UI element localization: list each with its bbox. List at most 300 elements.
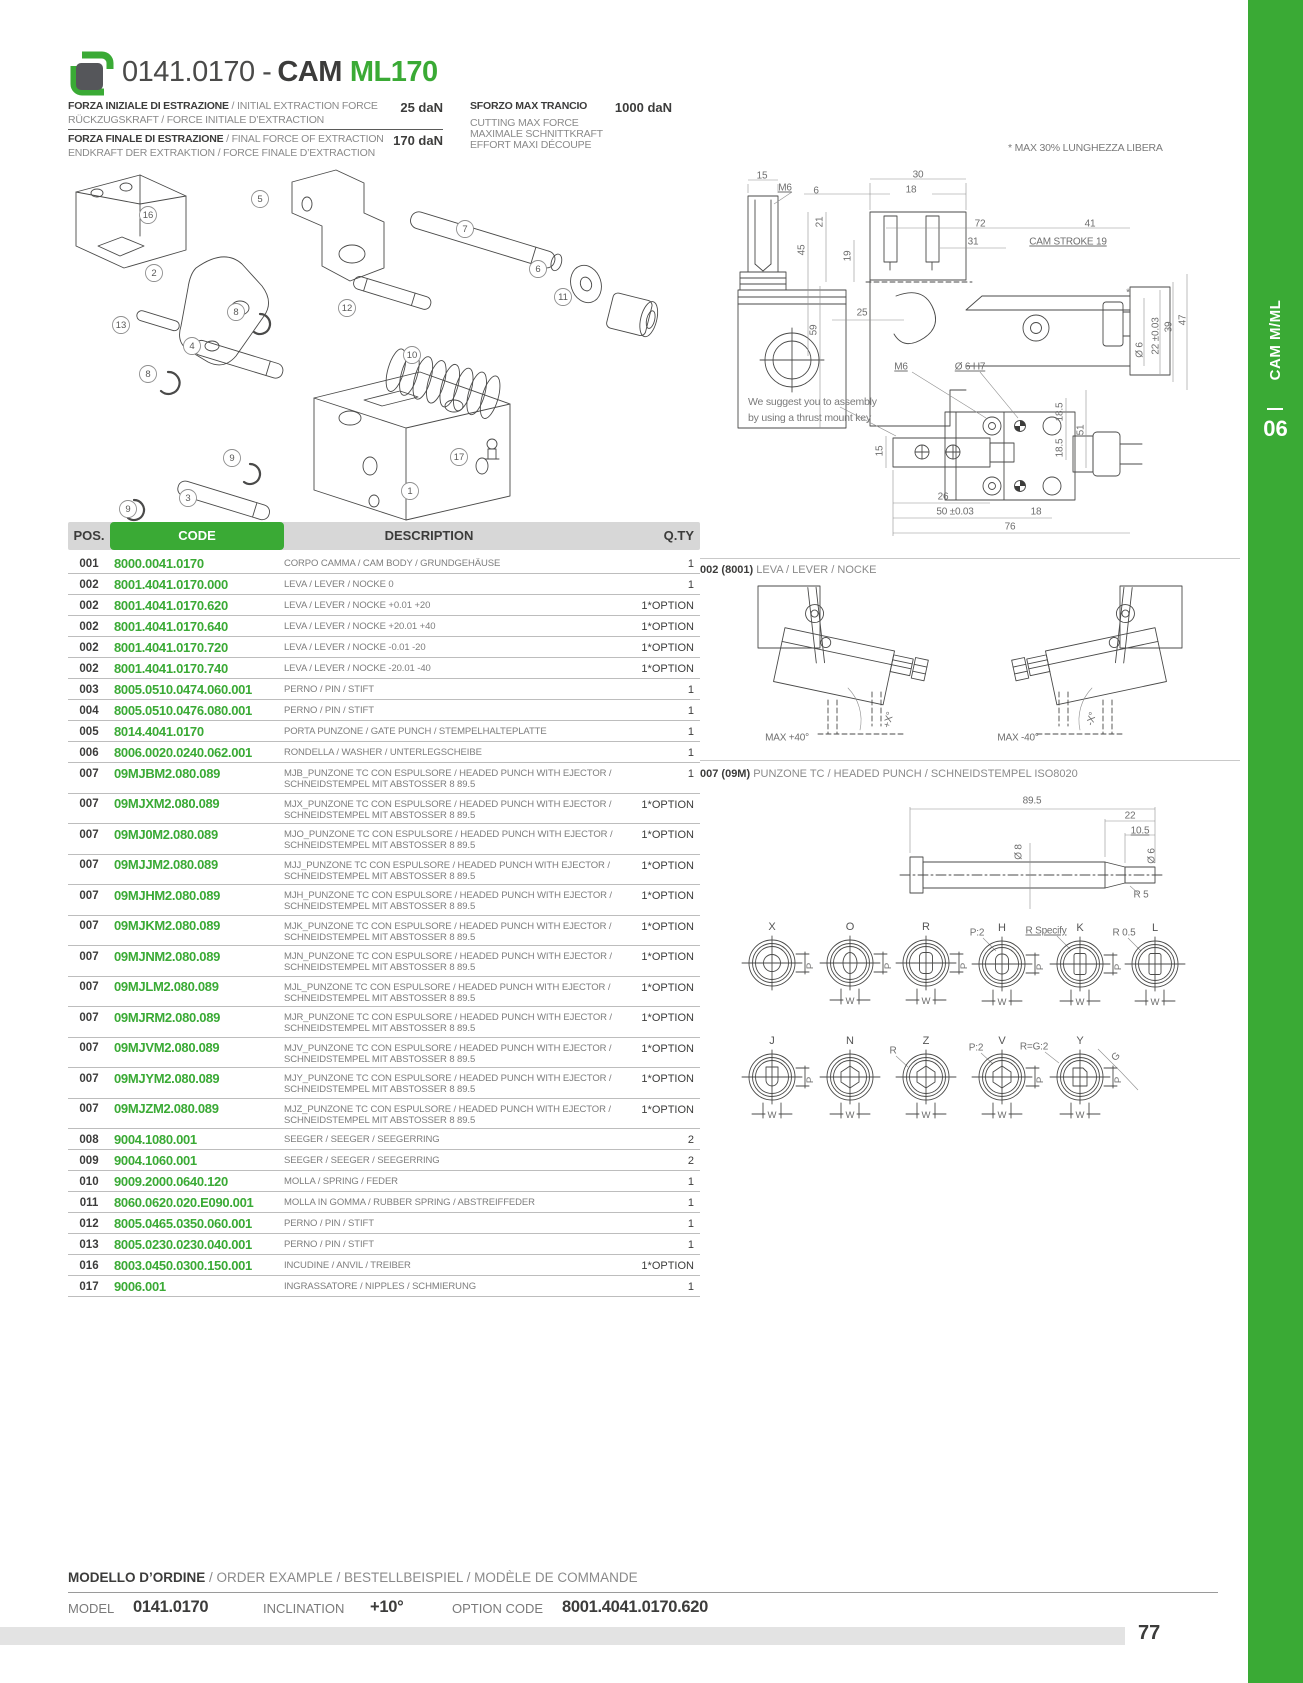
svg-text:W: W — [1150, 997, 1160, 1008]
code-cell: 9006.001 — [114, 1278, 166, 1294]
description-cell: MJH_PUNZONE TC CON ESPULSORE / HEADED PUNCH WITH EJECTOR / SCHNEIDSTEMPEL MIT ABSTOSSER 8 89.5 — [284, 890, 612, 912]
dimension-label: 15 — [874, 445, 886, 457]
footer-band — [0, 1627, 1125, 1645]
dimension-label: 21 — [814, 216, 826, 228]
dimension-label: 18 — [1030, 506, 1042, 518]
description-cell: LEVA / LEVER / NOCKE 0 — [284, 579, 394, 590]
svg-text:J: J — [769, 1035, 775, 1047]
table-row — [68, 885, 700, 916]
pos-cell: 016 — [79, 1259, 99, 1272]
table-row — [68, 855, 700, 886]
header-code: CODE — [110, 522, 284, 550]
description-cell: CORPO CAMMA / CAM BODY / GRUNDGEHÄUSE — [284, 558, 501, 569]
cutting-force-label-2: CUTTING MAX FORCE — [470, 117, 579, 129]
exploded-view-drawing — [64, 166, 684, 522]
punch-shape-profiles — [742, 921, 1185, 1121]
svg-text:O: O — [845, 921, 855, 933]
qty-cell: 1*OPTION — [641, 859, 694, 872]
qty-cell: 1 — [687, 747, 694, 759]
header-qty: Q.TY — [663, 528, 694, 543]
svg-text:W: W — [767, 1110, 777, 1121]
svg-text:7: 7 — [462, 224, 468, 235]
qty-cell: 1*OPTION — [641, 600, 694, 612]
chapter-label: CAM M/ML — [1267, 299, 1284, 381]
code-cell: 9009.2000.0640.120 — [114, 1173, 228, 1189]
description-cell: MJZ_PUNZONE TC CON ESPULSORE / HEADED PUNCH WITH EJECTOR / SCHNEIDSTEMPEL MIT ABSTOSSER 8 89.5 — [284, 1103, 611, 1126]
pos-cell: 007 — [79, 1011, 99, 1024]
dimension-label: Ø 6 — [1134, 342, 1146, 358]
svg-text:R: R — [922, 921, 930, 933]
dimension-drawing — [700, 160, 1240, 558]
qty-cell: 1*OPTION — [641, 663, 694, 675]
dimension-label: 26 — [937, 491, 949, 503]
pos-cell: 002 — [79, 641, 99, 654]
lever-title: LEVA / LEVER / NOCKE — [753, 564, 877, 576]
free-length-note: * MAX 30% LUNGHEZZA LIBERA — [1008, 142, 1163, 154]
qty-cell: 1 — [687, 579, 694, 591]
balloon — [252, 191, 269, 208]
description-cell: MJR_PUNZONE TC CON ESPULSORE / HEADED PUNCH WITH EJECTOR / SCHNEIDSTEMPEL MIT ABSTOSSER 8 89.5 — [284, 1012, 612, 1034]
dimension-label: 10.5 — [1130, 825, 1150, 837]
punch-shape-R — [896, 921, 970, 1007]
dimension-label: R=G:2 — [1019, 1041, 1049, 1053]
code-cell: 8001.4041.0170.620 — [114, 597, 228, 613]
svg-text:N: N — [846, 1035, 854, 1047]
dimension-label: P:2 — [969, 927, 985, 939]
pos-cell: 017 — [79, 1280, 99, 1293]
qty-cell: 1 — [687, 768, 694, 780]
initial-force-label-2: RÜCKZUGSKRAFT / FORCE INITIALE D’EXTRACTION — [68, 114, 325, 126]
dimension-label: 6 — [813, 185, 819, 197]
svg-text:5: 5 — [257, 194, 263, 205]
svg-text:W: W — [997, 997, 1007, 1008]
product-model: ML170 — [349, 56, 438, 88]
dimension-label: 18.5 — [1054, 438, 1066, 458]
balloon — [457, 221, 474, 238]
code-cell: 8001.4041.0170.720 — [114, 639, 228, 655]
balloon — [404, 347, 421, 364]
pos-cell: 007 — [79, 828, 99, 841]
dimension-label: 19 — [842, 250, 854, 262]
dimension-label: Ø 6 — [1146, 848, 1158, 864]
order-title-rest: / ORDER EXAMPLE / BESTELLBEISPIEL / MODÈLE DE COMMANDE — [205, 1570, 638, 1585]
balloon-layer — [113, 191, 572, 518]
dimension-label: 59 — [808, 324, 820, 336]
chapter-number: 06 — [1263, 416, 1288, 441]
balloon — [140, 207, 157, 224]
dimension-label: G — [1109, 1050, 1123, 1064]
punch-shape-H — [969, 922, 1046, 1008]
description-cell: MJL_PUNZONE TC CON ESPULSORE / HEADED PUNCH WITH EJECTOR / SCHNEIDSTEMPEL MIT ABSTOSSER 8 89.5 — [284, 981, 611, 1004]
dimension-label: 89.5 — [1022, 795, 1042, 807]
svg-text:W: W — [845, 1110, 855, 1121]
final-force-label: FORZA FINALE DI ESTRAZIONE / FINAL FORCE OF EXTRACTION — [68, 133, 384, 145]
code-cell: 8000.0041.0170 — [114, 555, 204, 571]
code-cell: 09MJXM2.080.089 — [114, 796, 220, 811]
table-row — [68, 1150, 700, 1171]
table-row — [68, 1234, 700, 1255]
model-label: MODEL — [68, 1601, 115, 1616]
punch-shape-V — [972, 1035, 1049, 1121]
balloon — [451, 449, 468, 466]
punch-shape-X — [742, 921, 816, 990]
table-rows — [68, 553, 700, 1297]
svg-text:W: W — [845, 996, 855, 1007]
table-row — [68, 553, 700, 574]
description-cell: MJY_PUNZONE TC CON ESPULSORE / HEADED PUNCH WITH EJECTOR / SCHNEIDSTEMPEL MIT ABSTOSSER 8 89.5 — [284, 1073, 612, 1095]
order-rule — [68, 1592, 1218, 1593]
svg-text:1: 1 — [407, 486, 413, 497]
table-header — [68, 522, 700, 550]
dimension-label: 22 — [1124, 810, 1136, 822]
qty-cell: 1*OPTION — [641, 920, 694, 933]
table-row — [68, 1068, 700, 1099]
dimension-label: MAX -40° — [997, 732, 1039, 744]
dimension-label: 22 ±0.03 — [1150, 317, 1162, 355]
dimension-label: R 0.5 — [1112, 927, 1136, 939]
pos-cell: 007 — [79, 889, 99, 902]
code-cell: 09MJYM2.080.089 — [114, 1070, 220, 1086]
pos-cell: 002 — [79, 662, 99, 675]
final-force-value: 170 daN — [393, 133, 443, 148]
svg-text:P: P — [1035, 963, 1046, 971]
svg-text:4: 4 — [189, 341, 195, 352]
svg-text:17: 17 — [453, 452, 465, 463]
table-row — [68, 794, 700, 825]
code-cell: 09MJ0M2.080.089 — [114, 826, 218, 842]
code-cell: 8005.0510.0476.080.001 — [114, 702, 252, 718]
order-title-main: MODELLO D’ORDINE — [68, 1570, 206, 1585]
description-cell: MJB_PUNZONE TC CON ESPULSORE / HEADED PUNCH WITH EJECTOR / SCHNEIDSTEMPEL MIT ABSTOSSER 8 89.5 — [284, 768, 612, 790]
balloon — [530, 261, 547, 278]
section-divider — [700, 558, 1240, 559]
dimension-label: M6 — [894, 361, 908, 373]
svg-text:W: W — [921, 996, 931, 1007]
code-cell: 09MJZM2.080.089 — [114, 1101, 219, 1116]
code-cell: 8001.4041.0170.000 — [114, 576, 228, 592]
description-cell: MJN_PUNZONE TC CON ESPULSORE / HEADED PUNCH WITH EJECTOR / SCHNEIDSTEMPEL MIT ABSTOSSER 8 89.5 — [284, 951, 612, 973]
qty-cell: 1 — [687, 1281, 694, 1293]
svg-text:P: P — [959, 962, 970, 970]
code-cell: 8003.0450.0300.150.001 — [114, 1257, 252, 1273]
lever-section-heading — [700, 564, 877, 576]
pos-cell: 005 — [79, 725, 99, 738]
dimension-label: 76 — [1004, 521, 1016, 533]
qty-cell: 1 — [687, 1176, 694, 1188]
qty-cell: 2 — [687, 1155, 694, 1167]
svg-text:X: X — [768, 921, 776, 933]
svg-text:H: H — [998, 922, 1006, 934]
balloon — [228, 304, 245, 321]
pos-cell: 006 — [79, 746, 99, 759]
force-divider — [68, 129, 443, 130]
table-row — [68, 679, 700, 700]
svg-text:16: 16 — [142, 210, 154, 221]
svg-text:11: 11 — [558, 292, 568, 303]
qty-cell: 1*OPTION — [641, 981, 694, 994]
dimension-label: 18.5 — [1054, 402, 1066, 422]
table-row — [68, 574, 700, 595]
pos-cell: 007 — [79, 950, 99, 963]
qty-cell: 1 — [687, 684, 694, 696]
svg-text:V: V — [998, 1035, 1006, 1047]
initial-force-value: 25 daN — [400, 100, 443, 115]
balloon — [180, 490, 197, 507]
qty-cell: 1*OPTION — [641, 1103, 694, 1116]
dimension-label: 31 — [967, 236, 979, 248]
lever-pos-ref: 002 (8001) — [700, 564, 754, 576]
svg-text:W: W — [997, 1110, 1007, 1121]
svg-text:P: P — [805, 1076, 816, 1084]
table-row — [68, 1038, 700, 1069]
inclination-value: +10° — [370, 1598, 404, 1616]
description-cell: MJV_PUNZONE TC CON ESPULSORE / HEADED PUNCH WITH EJECTOR / SCHNEIDSTEMPEL MIT ABSTOSSER 8 89.5 — [284, 1042, 612, 1065]
svg-text:12: 12 — [341, 303, 353, 314]
svg-text:P: P — [883, 962, 894, 970]
code-cell: 9004.1080.001 — [114, 1131, 197, 1147]
description-cell: PERNO / PIN / STIFT — [284, 705, 374, 716]
pos-cell: 002 — [79, 599, 99, 612]
svg-text:6: 6 — [535, 264, 541, 275]
model-value: 0141.0170 — [133, 1598, 209, 1616]
description-cell: INCUDINE / ANVIL / TREIBER — [284, 1260, 411, 1271]
dimension-label: 15 — [756, 170, 768, 182]
balloon — [402, 483, 419, 500]
svg-text:3: 3 — [185, 493, 191, 504]
table-row — [68, 1129, 700, 1150]
pos-cell: 001 — [79, 557, 99, 570]
pos-cell: 007 — [79, 767, 99, 780]
qty-cell: 1*OPTION — [641, 1073, 694, 1085]
description-cell: PERNO / PIN / STIFT — [284, 684, 374, 695]
order-example-heading — [68, 1570, 638, 1585]
description-cell: LEVA / LEVER / NOCKE -20.01 -40 — [284, 663, 431, 674]
svg-text:P: P — [1113, 1076, 1124, 1084]
pos-cell: 008 — [79, 1133, 99, 1146]
code-cell: 8001.4041.0170.740 — [114, 660, 228, 676]
qty-cell: 1*OPTION — [641, 642, 694, 654]
svg-text:10: 10 — [406, 350, 418, 361]
table-row — [68, 595, 700, 616]
table-row — [68, 977, 700, 1008]
dimension-label: CAM STROKE 19 — [1029, 236, 1107, 248]
description-cell: MJK_PUNZONE TC CON ESPULSORE / HEADED PUNCH WITH EJECTOR / SCHNEIDSTEMPEL MIT ABSTOSSER 8 89.5 — [284, 920, 612, 943]
table-row — [68, 1213, 700, 1234]
description-cell: LEVA / LEVER / NOCKE +0.01 +20 — [284, 600, 431, 611]
table-row — [68, 946, 700, 977]
description-cell: MJO_PUNZONE TC CON ESPULSORE / HEADED PUNCH WITH EJECTOR / SCHNEIDSTEMPEL MIT ABSTOSSER 8 89.5 — [284, 829, 613, 851]
description-cell: SEEGER / SEEGER / SEEGERRING — [284, 1134, 440, 1145]
qty-cell: 1 — [687, 705, 694, 717]
pos-cell: 007 — [79, 859, 99, 871]
description-cell: LEVA / LEVER / NOCKE -0.01 -20 — [284, 642, 426, 653]
description-cell: MOLLA IN GOMMA / RUBBER SPRING / ABSTREIFFEDER — [284, 1197, 535, 1208]
dimension-label: R 5 — [1133, 889, 1149, 901]
dimension-label: 50 ±0.03 — [936, 506, 974, 518]
balloon — [113, 317, 130, 334]
qty-cell: 1*OPTION — [641, 829, 694, 841]
cutting-force-label-4: EFFORT MAXI DÉCOUPE — [470, 139, 592, 151]
dimension-label: 45 — [796, 244, 808, 256]
punch-shape-K — [1050, 922, 1124, 1008]
qty-cell: 1*OPTION — [641, 890, 694, 902]
page-title — [122, 56, 438, 89]
pos-cell: 007 — [79, 1072, 99, 1085]
table-row — [68, 916, 700, 947]
code-cell: 09MJBM2.080.089 — [114, 765, 221, 781]
description-cell: MOLLA / SPRING / FEDER — [284, 1176, 398, 1187]
description-cell: RONDELLA / WASHER / UNTERLEGSCHEIBE — [284, 747, 482, 758]
dimension-label: 47 — [1177, 314, 1189, 326]
punch-shape-N — [820, 1035, 880, 1121]
punch-shape-O — [820, 921, 894, 1007]
header-description: DESCRIPTION — [384, 528, 474, 543]
balloon — [224, 450, 241, 467]
description-cell: PERNO / PIN / STIFT — [284, 1218, 374, 1229]
balloon — [140, 366, 157, 383]
pos-cell: 012 — [79, 1217, 99, 1230]
punch-pos-ref: 007 (09M) — [700, 768, 751, 780]
description-cell: MJX_PUNZONE TC CON ESPULSORE / HEADED PUNCH WITH EJECTOR / SCHNEIDSTEMPEL MIT ABSTOSSER 8 89.5 — [284, 798, 612, 821]
table-row — [68, 1276, 700, 1297]
pos-cell: 011 — [79, 1196, 99, 1209]
cutting-force-value: 1000 daN — [614, 100, 672, 115]
pos-cell: 002 — [79, 578, 99, 591]
svg-text:W: W — [1075, 1110, 1085, 1121]
qty-cell: 1 — [687, 1197, 694, 1209]
pos-cell: 007 — [79, 1103, 99, 1115]
pos-cell: 013 — [79, 1238, 99, 1251]
cutting-force-label: SFORZO MAX TRANCIO — [470, 100, 588, 112]
dimension-label: 30 — [912, 169, 924, 181]
description-cell: SEEGER / SEEGER / SEEGERRING — [284, 1155, 440, 1166]
code-cell: 09MJLM2.080.089 — [114, 979, 219, 994]
initial-force-label: FORZA INIZIALE DI ESTRAZIONE / INITIAL EXTRACTION FORCE — [68, 100, 378, 112]
balloon — [555, 289, 572, 306]
dimension-label: 39 — [1163, 321, 1175, 333]
description-cell: INGRASSATORE / NIPPLES / SCHMIERUNG — [284, 1281, 476, 1292]
svg-text:Y: Y — [1076, 1035, 1084, 1047]
qty-cell: 1 — [687, 726, 694, 738]
table-row — [68, 763, 700, 794]
brand-logo — [66, 48, 116, 98]
option-code-label: OPTION CODE — [452, 1601, 544, 1616]
punch-shape-L — [1125, 922, 1185, 1008]
table-row — [68, 1192, 700, 1213]
dimension-label: R — [889, 1045, 897, 1057]
pos-cell: 010 — [79, 1175, 99, 1188]
pos-cell: 004 — [79, 704, 99, 717]
code-cell: 8005.0230.0230.040.001 — [114, 1236, 252, 1252]
qty-cell: 1*OPTION — [641, 1012, 694, 1024]
description-cell: PERNO / PIN / STIFT — [284, 1239, 374, 1250]
balloon — [120, 501, 137, 518]
svg-text:8: 8 — [145, 369, 151, 380]
qty-cell: 2 — [687, 1134, 694, 1146]
description-cell: LEVA / LEVER / NOCKE +20.01 +40 — [284, 621, 436, 632]
product-family: CAM — [277, 56, 342, 88]
code-cell: 09MJKM2.080.089 — [114, 918, 221, 933]
option-code-value: 8001.4041.0170.620 — [562, 1598, 709, 1616]
punch-drawing — [700, 745, 1240, 1185]
code-cell: 09MJVM2.080.089 — [114, 1040, 220, 1055]
svg-text:9: 9 — [125, 504, 131, 515]
dimension-label: 25 — [856, 307, 868, 319]
cutting-force-label-3: MAXIMALE SCHNITTKRAFT — [470, 128, 603, 140]
svg-text:K: K — [1076, 922, 1084, 934]
code-cell: 8006.0020.0240.062.001 — [114, 744, 252, 760]
dimension-label: MAX +40° — [765, 732, 809, 744]
table-row — [68, 1255, 700, 1276]
dimension-label: 72 — [974, 218, 986, 230]
code-cell: 8001.4041.0170.640 — [114, 618, 228, 634]
assembly-note-line1: We suggest you to assembly — [748, 396, 877, 408]
code-cell: 8005.0510.0474.060.001 — [114, 681, 252, 697]
code-cell: 8005.0465.0350.060.001 — [114, 1215, 252, 1231]
svg-text:P: P — [1113, 963, 1124, 971]
dimension-label: Ø 8 — [1013, 844, 1025, 860]
svg-text:8: 8 — [233, 307, 239, 318]
punch-shape-Y — [1050, 1035, 1124, 1121]
qty-cell: 1*OPTION — [641, 1260, 694, 1272]
balloon — [339, 300, 356, 317]
table-row — [68, 721, 700, 742]
code-cell: 8060.0620.020.E090.001 — [114, 1194, 254, 1210]
assembly-note-line2: by using a thrust mount key — [748, 412, 871, 424]
table-row — [68, 1171, 700, 1192]
svg-text:L: L — [1151, 922, 1159, 934]
code-cell: 8014.4041.0170 — [114, 723, 204, 739]
dimension-label: +X° — [881, 710, 897, 730]
balloon — [146, 265, 163, 282]
qty-cell: 1*OPTION — [641, 621, 694, 633]
table-row — [68, 637, 700, 658]
dimension-label: P:2 — [968, 1042, 984, 1054]
punch-shape-Z — [896, 1035, 956, 1121]
table-row — [68, 1099, 700, 1130]
code-cell: 09MJRM2.080.089 — [114, 1009, 221, 1025]
table-row — [68, 824, 700, 855]
punch-shape-J — [742, 1035, 816, 1121]
qty-cell: 1*OPTION — [641, 951, 694, 963]
dimension-label: M6 — [778, 182, 792, 194]
dimension-label: -X° — [1084, 711, 1100, 727]
svg-text:P: P — [1035, 1076, 1046, 1084]
chapter-separator — [1267, 408, 1283, 410]
svg-text:W: W — [921, 1110, 931, 1121]
inclination-label: INCLINATION — [263, 1601, 345, 1616]
lever-drawing — [700, 582, 1240, 744]
dimension-label: R Specify — [1025, 925, 1067, 937]
qty-cell: 1*OPTION — [641, 798, 694, 811]
code-cell: 09MJJM2.080.089 — [114, 857, 218, 872]
pos-cell: 007 — [79, 798, 99, 810]
page-number: 77 — [1138, 1622, 1161, 1644]
qty-cell: 1 — [687, 1239, 694, 1251]
pos-cell: 009 — [79, 1154, 99, 1167]
table-row — [68, 616, 700, 637]
table-row — [68, 1007, 700, 1038]
qty-cell: 1 — [687, 1218, 694, 1230]
table-row — [68, 658, 700, 679]
product-code: 0141.0170 - — [122, 56, 272, 88]
parts-table — [68, 522, 700, 1297]
final-force-label-2: ENDKRAFT DER EXTRAKTION / FORCE FINALE D’EXTRACTION — [68, 147, 375, 159]
dimension-label: 51 — [1075, 424, 1087, 436]
dimension-label: Ø 6 H7 — [954, 361, 986, 373]
svg-text:W: W — [1075, 997, 1085, 1008]
description-cell: PORTA PUNZONE / GATE PUNCH / STEMPELHALTEPLATTE — [284, 726, 547, 737]
